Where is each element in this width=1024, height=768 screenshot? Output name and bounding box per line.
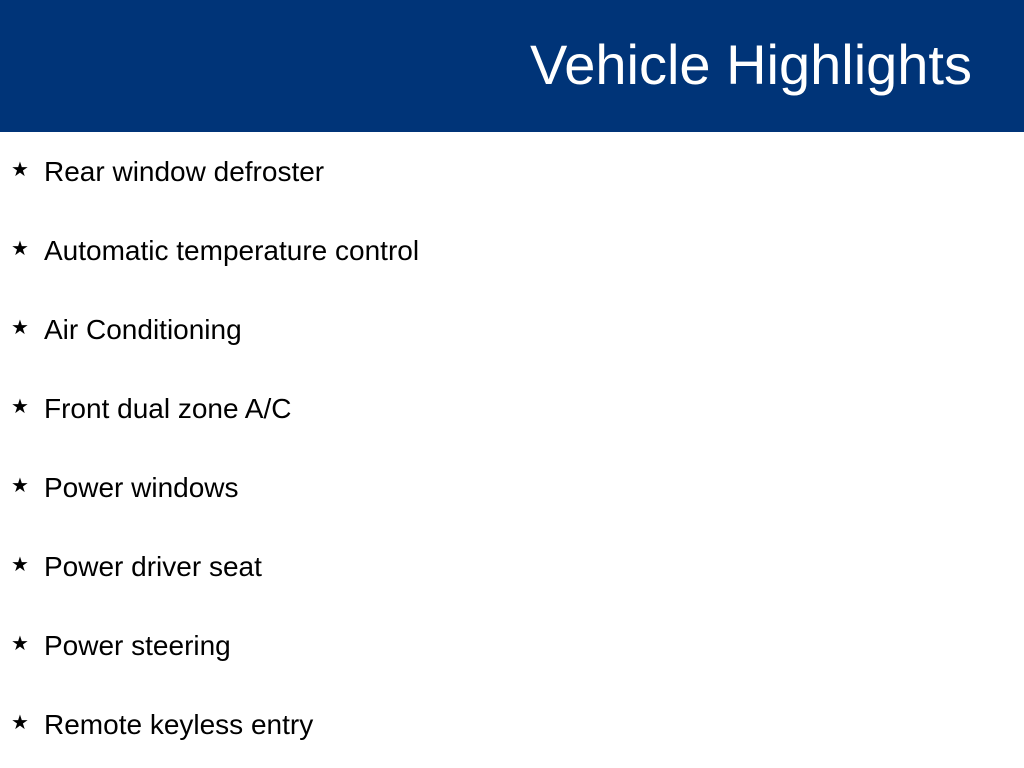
star-icon: ★ bbox=[11, 238, 29, 260]
list-item-label: Automatic temperature control bbox=[44, 235, 420, 266]
list-item-label: Power driver seat bbox=[44, 551, 262, 582]
star-icon: ★ bbox=[11, 554, 29, 576]
star-icon: ★ bbox=[11, 317, 29, 339]
star-icon: ★ bbox=[11, 159, 29, 181]
star-icon: ★ bbox=[11, 396, 29, 418]
list-item-label: Air Conditioning bbox=[44, 314, 242, 345]
title-banner bbox=[0, 0, 1024, 132]
list-item-label: Rear window defroster bbox=[44, 156, 325, 187]
star-icon: ★ bbox=[11, 712, 29, 734]
slide-title: Vehicle Highlights bbox=[529, 33, 972, 96]
star-icon: ★ bbox=[11, 475, 29, 497]
list-item-label: Front dual zone A/C bbox=[44, 393, 292, 424]
star-icon: ★ bbox=[11, 633, 29, 655]
list-item-label: Remote keyless entry bbox=[44, 709, 314, 740]
list-item-label: Power steering bbox=[44, 630, 231, 661]
list-item-label: Power windows bbox=[44, 472, 239, 503]
